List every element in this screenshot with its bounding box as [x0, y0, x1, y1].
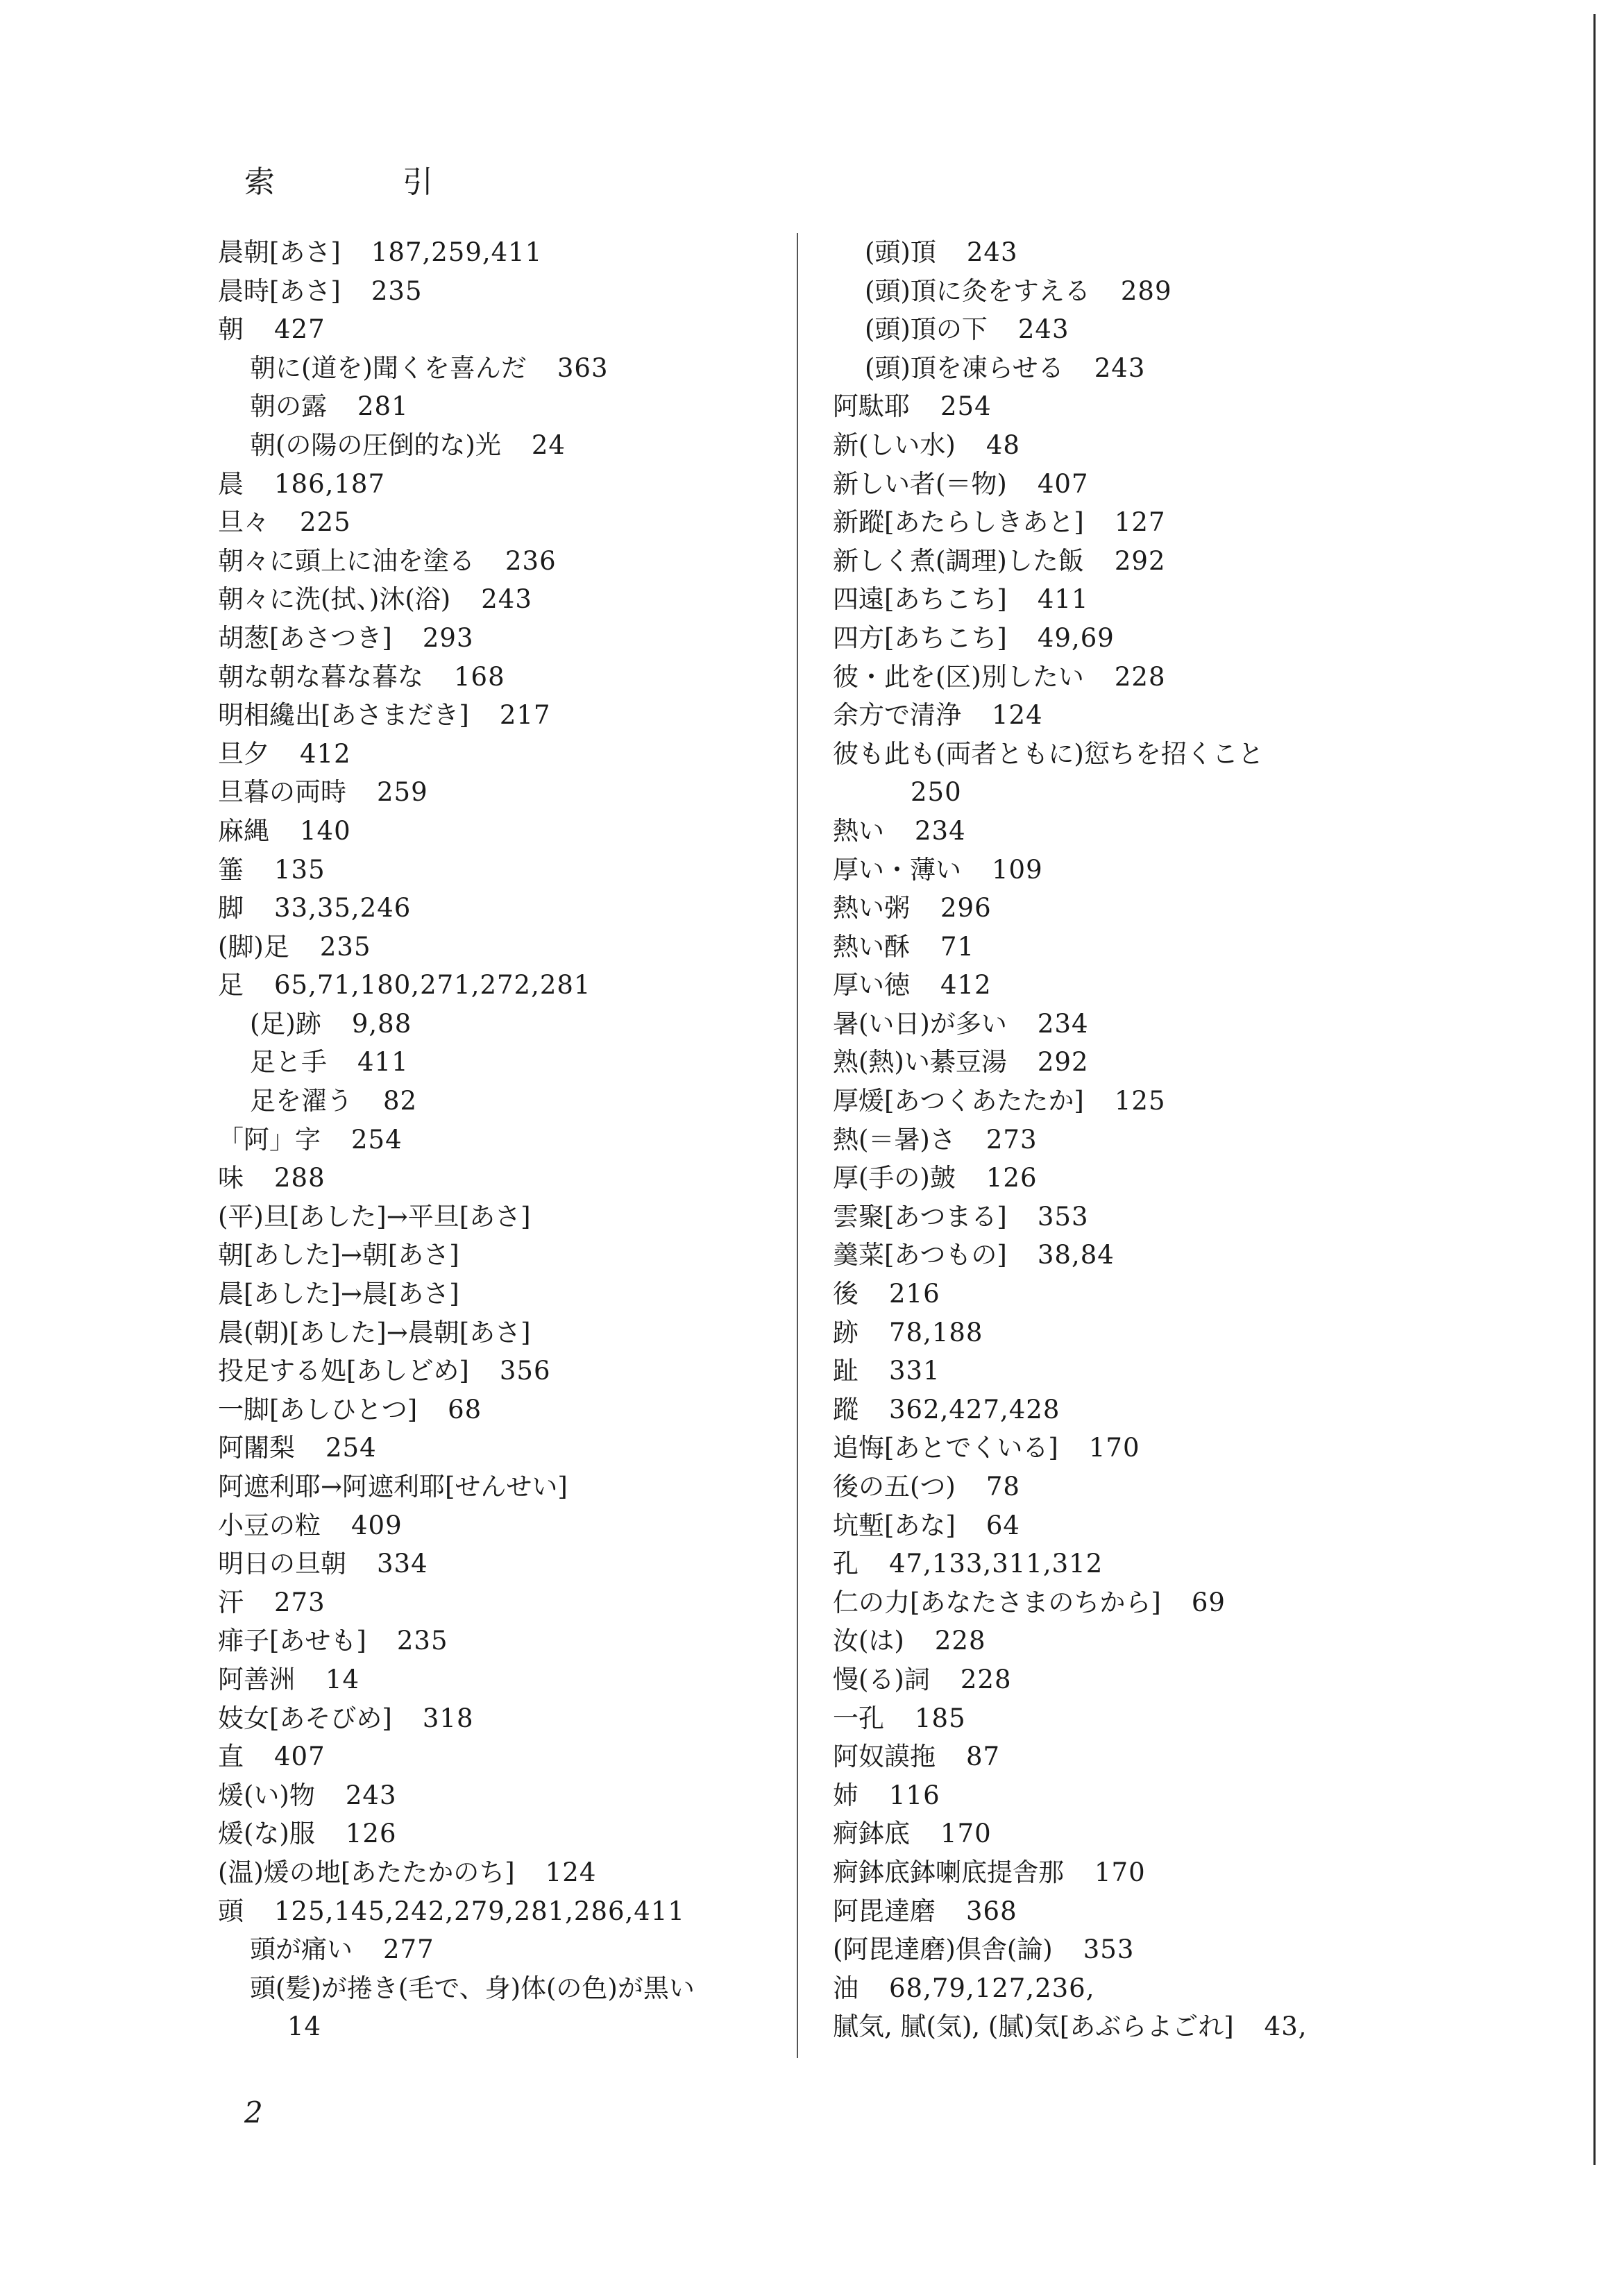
index-page-refs: 216 [889, 1279, 940, 1309]
index-page-refs: 170 [940, 1819, 992, 1849]
index-entry [833, 1082, 1457, 1121]
index-entry [218, 1506, 773, 1545]
index-term: (温)煖の地[あたたかのち] [218, 1857, 515, 1887]
index-page-refs: 126 [345, 1819, 397, 1849]
index-page-refs: 71 [940, 931, 975, 962]
index-page-refs: 407 [274, 1742, 325, 1772]
index-term: 「阿」字 [218, 1124, 321, 1155]
index-page-refs: 125 [1114, 1086, 1166, 1116]
index-entry [218, 1391, 773, 1429]
index-entry [833, 272, 1457, 311]
index-page-refs: 135 [274, 854, 325, 885]
index-term: 一孔 [833, 1703, 884, 1733]
index-term: 後 [833, 1279, 858, 1309]
page-title: 索 引 [244, 164, 482, 200]
index-entry [218, 465, 773, 504]
index-entry [218, 1352, 773, 1391]
index-term: 新しい者(＝物) [833, 468, 1007, 499]
index-page-refs: 235 [371, 275, 423, 306]
index-page-refs: 409 [351, 1510, 403, 1540]
index-entry [833, 773, 1457, 812]
index-page-refs: 281 [357, 391, 409, 422]
index-entry [833, 1198, 1457, 1236]
index-term: 熱い酥 [833, 931, 910, 962]
index-term: 汗 [218, 1587, 244, 1617]
index-entry [218, 735, 773, 774]
index-term: 朝 [218, 314, 244, 345]
index-term: 汝(は) [833, 1626, 904, 1656]
index-page-refs: 228 [934, 1626, 986, 1656]
index-page-refs: 14 [287, 2012, 322, 2042]
index-term: 明日の旦朝 [218, 1549, 346, 1579]
index-entry [218, 1776, 773, 1815]
index-term: 胡葱[あさつき] [218, 622, 392, 653]
index-page-refs: 47,133,311,312 [889, 1549, 1103, 1579]
index-page-refs: 69 [1191, 1587, 1226, 1617]
index-entry [218, 1468, 773, 1506]
index-column-right [833, 233, 1457, 2046]
index-term: 味 [218, 1163, 244, 1193]
index-page-refs: 82 [383, 1086, 418, 1116]
index-term: 脚 [218, 893, 244, 924]
index-term: 投足する処[あしどめ] [218, 1356, 469, 1386]
index-entry [833, 1660, 1457, 1699]
index-page-refs: 235 [319, 931, 371, 962]
index-page-refs: 170 [1094, 1857, 1146, 1887]
index-term: 旦々 [218, 507, 269, 538]
index-entry [833, 1699, 1457, 1738]
index-term: 痾鉢底鉢喇底提舎那 [833, 1857, 1064, 1887]
index-term: 晨[あした]→晨[あさ] [218, 1279, 459, 1309]
index-entry [218, 1159, 773, 1198]
index-page-refs: 289 [1120, 275, 1172, 306]
index-column-left [218, 233, 773, 2046]
index-page-refs: 168 [454, 661, 505, 692]
index-term: 孔 [833, 1549, 858, 1579]
index-term: 足と手 [250, 1047, 327, 1078]
index-entry [833, 542, 1457, 581]
index-entry [218, 1699, 773, 1738]
index-term: 四遠[あちこち] [833, 584, 1007, 615]
index-entry [833, 1853, 1457, 1892]
index-entry [833, 619, 1457, 658]
index-page-refs: 65,71,180,271,272,281 [274, 970, 591, 1001]
index-term: 余方で清浄 [833, 700, 961, 731]
index-entry [833, 1776, 1457, 1815]
index-entry [218, 1313, 773, 1352]
index-entry [833, 1545, 1457, 1583]
index-term: 新蹤[あたらしきあと] [833, 507, 1084, 538]
index-page-refs: 33,35,246 [274, 893, 412, 924]
index-page-refs: 228 [960, 1664, 1012, 1694]
index-term: 趾 [833, 1356, 858, 1386]
index-entry [218, 503, 773, 542]
index-page-refs: 318 [422, 1703, 474, 1733]
index-entry [218, 889, 773, 928]
index-term: 朝の露 [250, 391, 327, 422]
index-term: 頭が痛い [250, 1934, 353, 1965]
index-page-refs: 116 [889, 1780, 940, 1810]
index-page-refs: 292 [1037, 1047, 1089, 1078]
index-page-refs: 14 [325, 1664, 360, 1694]
index-entry [218, 1814, 773, 1853]
index-term: 朝(の陽の圧倒的な)光 [250, 430, 501, 460]
index-page-refs: 288 [274, 1163, 325, 1193]
index-entry [218, 773, 773, 812]
index-entry [218, 1429, 773, 1468]
index-page-refs: 412 [300, 738, 351, 769]
index-term: 羹菜[あつもの] [833, 1240, 1007, 1270]
index-page-refs: 363 [557, 352, 609, 383]
index-term: 阿遮利耶→阿遮利耶[せんせい] [218, 1472, 568, 1502]
index-entry [218, 1275, 773, 1313]
index-entry [833, 1506, 1457, 1545]
index-entry [218, 1198, 773, 1236]
index-page-refs: 124 [992, 700, 1043, 731]
index-entry [833, 1429, 1457, 1468]
index-term: 阿闍梨 [218, 1433, 295, 1463]
index-term: 足 [218, 970, 244, 1001]
index-term: 雲聚[あつまる] [833, 1201, 1007, 1232]
index-term: 朝々に頭上に油を塗る [218, 545, 475, 576]
index-entry [833, 1005, 1457, 1044]
index-entry [218, 387, 773, 426]
index-entry [218, 1930, 773, 1969]
index-page-refs: 254 [325, 1433, 377, 1463]
index-entry [833, 1583, 1457, 1622]
index-entry [833, 1236, 1457, 1275]
index-entry [218, 2007, 773, 2046]
index-term: 彼・此を(区)別したい [833, 661, 1084, 692]
index-entry [833, 1275, 1457, 1313]
index-term: 煖(い)物 [218, 1780, 315, 1810]
index-entry [218, 1892, 773, 1931]
index-page-refs: 412 [940, 970, 992, 1001]
index-entry [833, 1814, 1457, 1853]
index-page-refs: 68 [448, 1394, 482, 1425]
index-term: 朝な朝な暮な暮な [218, 661, 423, 692]
index-term: 朝に(道を)聞くを喜んだ [250, 352, 527, 383]
index-term: 晨(朝)[あした]→晨朝[あさ] [218, 1317, 531, 1347]
index-term: 晨時[あさ] [218, 275, 341, 306]
index-entry [833, 1159, 1457, 1198]
index-page-refs: 334 [377, 1549, 428, 1579]
index-term: 新(しい水) [833, 430, 956, 460]
index-page-refs: 353 [1037, 1201, 1089, 1232]
index-entry [218, 658, 773, 697]
index-page-refs: 243 [966, 237, 1018, 267]
index-page-refs: 243 [1094, 352, 1146, 383]
index-entry [833, 812, 1457, 851]
page-edge-line [1593, 14, 1596, 2165]
index-entry [218, 851, 773, 890]
index-term: (阿毘達磨)倶舎(論) [833, 1934, 1053, 1965]
index-entry [833, 658, 1457, 697]
index-page-refs: 353 [1083, 1934, 1135, 1965]
index-entry [218, 426, 773, 465]
index-term: 彼も此も(両者ともに)愆ちを招くこと [833, 738, 1264, 769]
index-page-refs: 48 [986, 430, 1020, 460]
index-entry [833, 851, 1457, 890]
index-page-refs: 235 [396, 1626, 448, 1656]
index-term: 坑塹[あな] [833, 1510, 956, 1540]
index-entry [218, 272, 773, 311]
index-term: 跡 [833, 1317, 858, 1347]
index-term: 阿奴謨拖 [833, 1742, 936, 1772]
index-entry [833, 1930, 1457, 1969]
index-entry [833, 580, 1457, 619]
index-entry [218, 349, 773, 388]
index-term: 熟(熱)い綦豆湯 [833, 1047, 1007, 1078]
index-page-refs: 254 [351, 1124, 403, 1155]
index-term: 追悔[あとでくいる] [833, 1433, 1058, 1463]
index-page-refs: 124 [545, 1857, 597, 1887]
index-entry [218, 812, 773, 851]
index-page-refs: 243 [481, 584, 532, 615]
index-page-refs: 64 [986, 1510, 1020, 1540]
index-page-refs: 296 [940, 893, 992, 924]
index-page-refs: 24 [531, 430, 566, 460]
index-term: 朝[あした]→朝[あさ] [218, 1240, 459, 1270]
index-term: 慢(る)詞 [833, 1664, 930, 1694]
index-page-refs: 331 [889, 1356, 940, 1386]
index-term: (頭)頂の下 [865, 314, 988, 345]
index-entry [833, 426, 1457, 465]
index-term: 小豆の粒 [218, 1510, 321, 1540]
index-term: 箠 [218, 854, 244, 885]
index-page-refs: 234 [1037, 1008, 1089, 1039]
index-term: 蹤 [833, 1394, 858, 1425]
index-page-refs: 228 [1114, 661, 1166, 692]
index-page-refs: 49,69 [1037, 622, 1115, 653]
index-term: 旦暮の両時 [218, 777, 346, 808]
index-page-refs: 126 [986, 1163, 1038, 1193]
index-entry [218, 1853, 773, 1892]
index-entry [833, 503, 1457, 542]
index-page-refs: 9,88 [351, 1008, 412, 1039]
index-entry [833, 966, 1457, 1005]
index-page-refs: 170 [1088, 1433, 1140, 1463]
index-page-refs: 259 [377, 777, 428, 808]
index-entry [218, 580, 773, 619]
index-term: 後の五(つ) [833, 1472, 956, 1502]
index-page-refs: 140 [300, 815, 351, 846]
index-entry [833, 387, 1457, 426]
index-term: 麻縄 [218, 815, 269, 846]
index-page-refs: 78 [986, 1472, 1020, 1502]
index-term: 旦夕 [218, 738, 269, 769]
index-entry [833, 1892, 1457, 1931]
index-term: 頭 [218, 1896, 244, 1926]
index-term: 明相纔出[あさまだき] [218, 700, 469, 731]
index-term: 妓女[あそびめ] [218, 1703, 392, 1733]
index-term: (頭)頂 [865, 237, 936, 267]
index-term: 厚(手の)皷 [833, 1163, 956, 1193]
index-page-refs: 43, [1264, 2012, 1308, 2042]
index-entry [218, 696, 773, 735]
index-page-refs: 411 [357, 1047, 409, 1078]
index-entry [218, 1737, 773, 1776]
index-entry [833, 1622, 1457, 1660]
index-term: 阿駄耶 [833, 391, 910, 422]
index-entry [218, 1121, 773, 1159]
index-entry [218, 1236, 773, 1275]
index-page-refs: 68,79,127,236, [889, 1973, 1095, 2003]
index-term: 熱(＝暑)さ [833, 1124, 956, 1155]
index-entry [833, 1313, 1457, 1352]
index-page-refs: 368 [966, 1896, 1017, 1926]
index-page-refs: 38,84 [1037, 1240, 1115, 1270]
index-term: (頭)頂に灸をすえる [865, 275, 1090, 306]
page-number: 2 [244, 2095, 263, 2129]
index-page-refs: 87 [966, 1742, 1001, 1772]
index-entry [833, 310, 1457, 349]
index-term: 阿毘達磨 [833, 1896, 936, 1926]
index-page-refs: 243 [1017, 314, 1069, 345]
index-term: 頭(髪)が捲き(毛で、身)体(の色)が黒い [250, 1973, 695, 2003]
index-page-refs: 362,427,428 [889, 1394, 1060, 1425]
index-entry [833, 2007, 1457, 2046]
index-entry [218, 1969, 773, 2008]
index-term: 熱い粥 [833, 893, 910, 924]
index-page-refs: 411 [1037, 584, 1089, 615]
index-entry [218, 619, 773, 658]
index-term: 煖(な)服 [218, 1819, 315, 1849]
index-term: 膩気, 膩(気), (膩)気[あぶらよごれ] [833, 2012, 1234, 2042]
index-entry [833, 735, 1457, 774]
index-term: (平)旦[あした]→平旦[あさ] [218, 1201, 531, 1232]
index-page-refs: 293 [422, 622, 474, 653]
index-term: 厚い・薄い [833, 854, 961, 885]
index-entry [833, 1468, 1457, 1506]
index-entry [833, 233, 1457, 272]
index-page-refs: 277 [383, 1934, 434, 1965]
index-entry [833, 1969, 1457, 2008]
index-entry [218, 1660, 773, 1699]
index-entry [218, 310, 773, 349]
index-entry [833, 1391, 1457, 1429]
index-term: 一脚[あしひとつ] [218, 1394, 418, 1425]
index-term: 痾鉢底 [833, 1819, 910, 1849]
index-page-refs: 187,259,411 [371, 237, 543, 267]
index-page-refs: 127 [1114, 507, 1166, 538]
index-entry [218, 966, 773, 1005]
index-term: 厚煖[あつくあたたか] [833, 1086, 1084, 1116]
index-page-refs: 78,188 [889, 1317, 983, 1347]
index-page-refs: 185 [915, 1703, 966, 1733]
index-page-refs: 254 [940, 391, 992, 422]
index-entry [833, 1121, 1457, 1159]
index-term: 晨朝[あさ] [218, 237, 341, 267]
index-entry [218, 928, 773, 967]
index-entry [833, 1737, 1457, 1776]
index-entry [218, 1583, 773, 1622]
index-term: 新しく煮(調理)した飯 [833, 545, 1084, 576]
index-page-refs: 356 [499, 1356, 551, 1386]
index-term: 熱い [833, 815, 884, 846]
index-page-refs: 236 [505, 545, 557, 576]
index-page-refs: 109 [992, 854, 1043, 885]
index-entry [218, 1082, 773, 1121]
index-page-refs: 234 [915, 815, 966, 846]
index-page-refs: 217 [499, 700, 551, 731]
index-term: 姉 [833, 1780, 858, 1810]
index-term: 阿善洲 [218, 1664, 295, 1694]
index-entry [833, 889, 1457, 928]
index-term: 痱子[あせも] [218, 1626, 366, 1656]
index-page-refs: 273 [986, 1124, 1038, 1155]
index-page-refs: 125,145,242,279,281,286,411 [274, 1896, 685, 1926]
index-page-refs: 292 [1114, 545, 1166, 576]
index-term: (足)跡 [250, 1008, 321, 1039]
index-entry [833, 928, 1457, 967]
index-page-refs: 225 [300, 507, 351, 538]
column-divider [797, 233, 798, 2058]
index-page-refs: 427 [274, 314, 325, 345]
index-page-refs: 250 [911, 777, 962, 808]
index-entry [833, 696, 1457, 735]
index-term: 四方[あちこち] [833, 622, 1007, 653]
index-entry [833, 1352, 1457, 1391]
index-page-refs: 186,187 [274, 468, 386, 499]
index-term: 直 [218, 1742, 244, 1772]
index-term: 朝々に洗(拭、)沐(浴) [218, 584, 451, 615]
index-entry [218, 1545, 773, 1583]
index-entry [218, 233, 773, 272]
index-entry [833, 1043, 1457, 1082]
index-term: 晨 [218, 468, 244, 499]
index-entry [218, 1005, 773, 1044]
index-entry [833, 465, 1457, 504]
index-entry [218, 1043, 773, 1082]
index-page-refs: 407 [1037, 468, 1089, 499]
index-term: 足を濯う [250, 1086, 353, 1116]
index-entry [218, 1622, 773, 1660]
index-term: 暑(い日)が多い [833, 1008, 1007, 1039]
index-entry [833, 349, 1457, 388]
index-term: 油 [833, 1973, 858, 2003]
index-term: 仁の力[あなたさまのちから] [833, 1587, 1161, 1617]
index-term: (脚)足 [218, 931, 289, 962]
index-page-refs: 273 [274, 1587, 325, 1617]
index-page-refs: 243 [345, 1780, 397, 1810]
index-term: (頭)頂を凍らせる [865, 352, 1064, 383]
index-entry [218, 542, 773, 581]
index-term: 厚い徳 [833, 970, 910, 1001]
